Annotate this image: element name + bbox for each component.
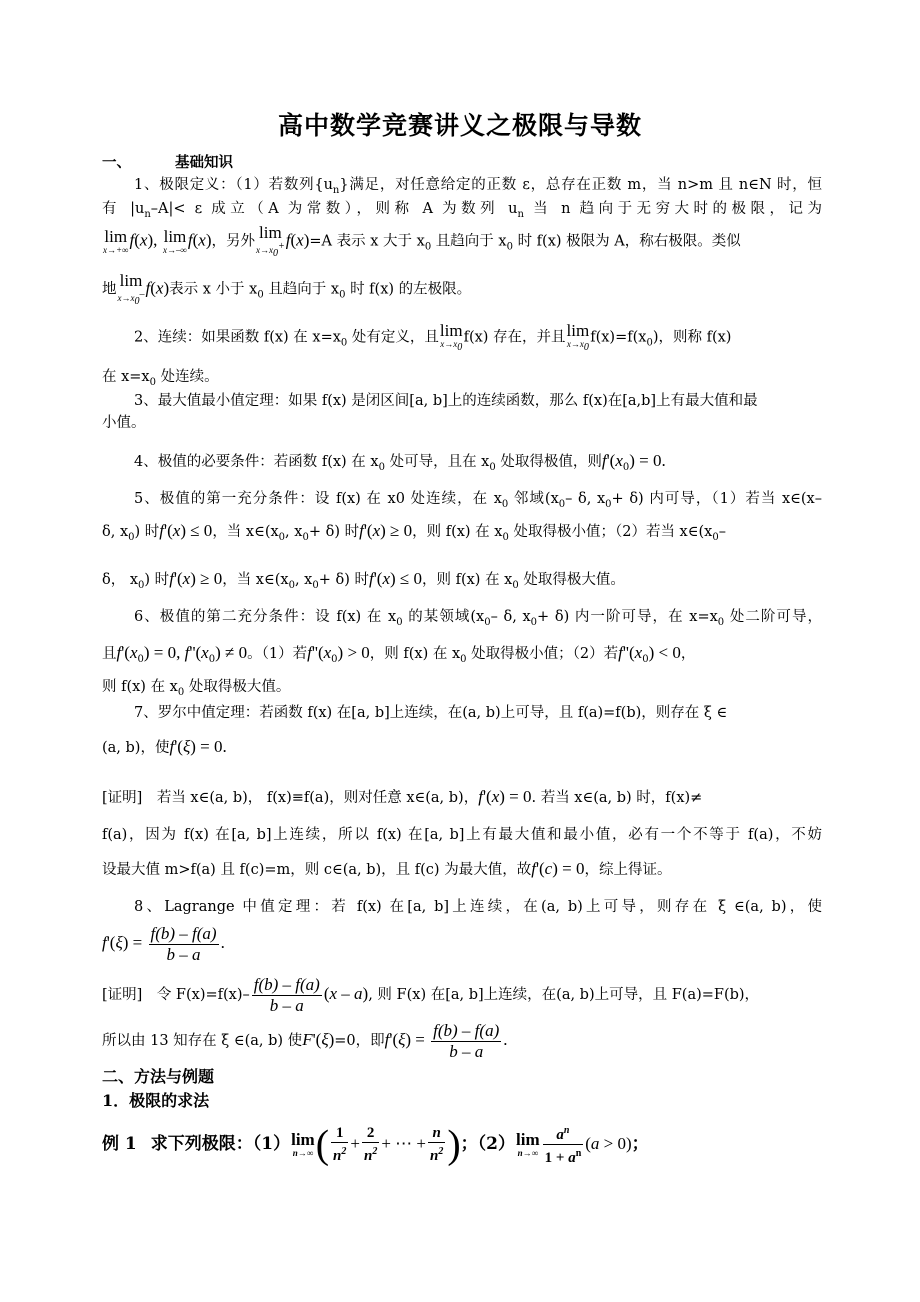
example-1: 例 1 求下列极限：（1） lim n→∞ ( $\frac{1}{n^2}$ + $\frac{2}{n^2}$ + ⋯ + $\frac{n}{n^2}$ )；（2） lim n→∞ $\frac{a^n}{1 + a^n}$ (a > 0)； bbox=[102, 1121, 649, 1167]
section-number: 一、 bbox=[102, 154, 131, 171]
subsection-heading-limits: 1．极限的求法 bbox=[102, 1091, 210, 1110]
para-extreme-value-theorem: 3、最大值最小值定理：如果 f(x) 是闭区间[a, b]上的连续函数，那么 f(x)在[a,b]上有最大值和最 bbox=[134, 393, 758, 409]
page-title: 高中数学竞赛讲义之极限与导数 bbox=[277, 111, 642, 140]
proof-lagrange-cont: 所以由 13 知存在 ξ ∈(a, b) 使F'(ξ)=0，即f'(ξ) = $\frac{f(b) - f(a)}{b - a}$ . bbox=[102, 1020, 508, 1061]
para-continuity-cont: 在 $x=x_0$ 处连续。 bbox=[102, 369, 219, 388]
para-first-sufficient: 5、极值的第一充分条件：设 f(x) 在 x0 处连续，在 $x_0$ 邻域($x_0-$ δ, $x_0+ \delta$) 内可导，（1）若当 x∈(x– bbox=[134, 491, 822, 510]
proof-rolle-cont2: 设最大值 m>f(a) 且 f(c)=m，则 c∈(a, b)，且 f(c) 为最大值，故f'(c) = 0，综上得证。 bbox=[102, 859, 672, 878]
para-rolle-theorem: 7、罗尔中值定理：若函数 f(x) 在[a, b]上连续，在(a, b)上可导，且 f(a)=f(b)，则存在 ξ ∈ bbox=[134, 705, 728, 721]
example-label: 例 1 bbox=[102, 1134, 137, 1154]
para-rolle-theorem-cont: (a, b)，使f'(ξ) = 0. bbox=[102, 737, 227, 756]
para-second-sufficient-cont2: 则 f(x) 在 $x_0$ 处取得极大值。 bbox=[102, 679, 291, 698]
para-first-sufficient-cont: δ, $x_0$) 时f'(x) ≤ 0，当 $x\in(x_0$, $x_0+ \delta$) 时f'(x) ≥ 0，则 f(x) 在 $x_0$ 处取得极小值；（2）若当 $x\in(x_0-$ bbox=[102, 521, 726, 543]
section-heading-2: 二、方法与例题 bbox=[102, 1067, 215, 1086]
proof-rolle-cont: f(a)，因为 f(x) 在[a, b]上连续，所以 f(x) 在[a, b]上有最大值和最小值，必有一个不等于 f(a)，不妨 bbox=[102, 827, 822, 843]
proof-rolle: [证明] 若当 x∈(a, b)， f(x)≡f(a)，则对任意 x∈(a, b)，f'(x) = 0. 若当 x∈(a, b) 时，f(x)≠ bbox=[102, 787, 703, 806]
proof-lagrange: [证明] 令 F(x)=f(x)– $\frac{f(b) - f(a)}{b - a}$ (x – a), 则 F(x) 在[a, b]上连续，在(a, b)上可导，且 F(a)=F(b)， bbox=[102, 974, 760, 1015]
para-limit-notation: lim x→+∞ f(x), lim x→–∞ f(x)，另外 lim $x\to x_0^+$ f(x)=A 表示 x 大于 $x_0$ 且趋向于 $x_0$ 时 f(x) 极限为 A，称右极限。类似 bbox=[103, 223, 741, 259]
para-limit-definition-cont: 有 $|u_n-A|< \varepsilon$ 成立（A 为常数），则称 A 为数列 $u_n$ 当 n 趋向于无穷大时的极限，记为 bbox=[102, 201, 822, 220]
para-limit-definition: 1、极限定义：（1）若数列$\{u_n\}$满足，对任意给定的正数 ε，总存在正数 m，当 n>m 且 n∈N 时，恒 bbox=[134, 177, 823, 196]
para-continuity: 2、连续：如果函数 f(x) 在 $x=x_0$ 处有定义，且 lim $x\to x_0$ f(x) 存在，并且 lim $x\to x_0$ $f(x)=f(x_0)$，则称 f(x) bbox=[134, 321, 732, 353]
para-first-sufficient-cont2: δ， $x_0$) 时f'(x) ≥ 0，当 $x\in(x_0$, $x_0+ \delta$) 时f'(x) ≤ 0，则 f(x) 在 $x_0$ 处取得极大值。 bbox=[102, 569, 625, 591]
section-title: 基础知识 bbox=[175, 154, 233, 171]
section-heading-1 bbox=[102, 152, 822, 174]
para-lagrange-theorem: 8、Lagrange 中值定理：若 f(x) 在[a, b]上连续，在(a, b)上可导，则存在 ξ ∈(a, b)，使 bbox=[134, 899, 822, 915]
para-extreme-value-theorem-cont: 小值。 bbox=[102, 415, 146, 431]
para-lagrange-formula: f'(ξ) = $\frac{f(b) - f(a)}{b - a}$ . bbox=[102, 923, 225, 964]
para-second-sufficient: 6、极值的第二充分条件：设 f(x) 在 $x_0$ 的某领域($x_0-$ δ, $x_0+ \delta$) 内一阶可导，在 $x=x_0$ 处二阶可导， bbox=[134, 609, 823, 628]
para-necessary-condition: 4、极值的必要条件：若函数 f(x) 在 $x_0$ 处可导，且在 $x_0$ 处取得极值，则$f'(x_0) = 0$. bbox=[134, 451, 666, 473]
para-left-limit: 地 lim $x\to x_0^-$ f(x)表示 x 小于 $x_0$ 且趋向于 $x_0$ 时 f(x) 的左极限。 bbox=[102, 271, 472, 307]
para-second-sufficient-cont: 且$f'(x_0) = 0$, $f''(x_0) \ne 0$。（1）若$f''(x_0) > 0$，则 f(x) 在 $x_0$ 处取得极小值；（2）若$f''(x_0) < 0$， bbox=[102, 643, 696, 665]
